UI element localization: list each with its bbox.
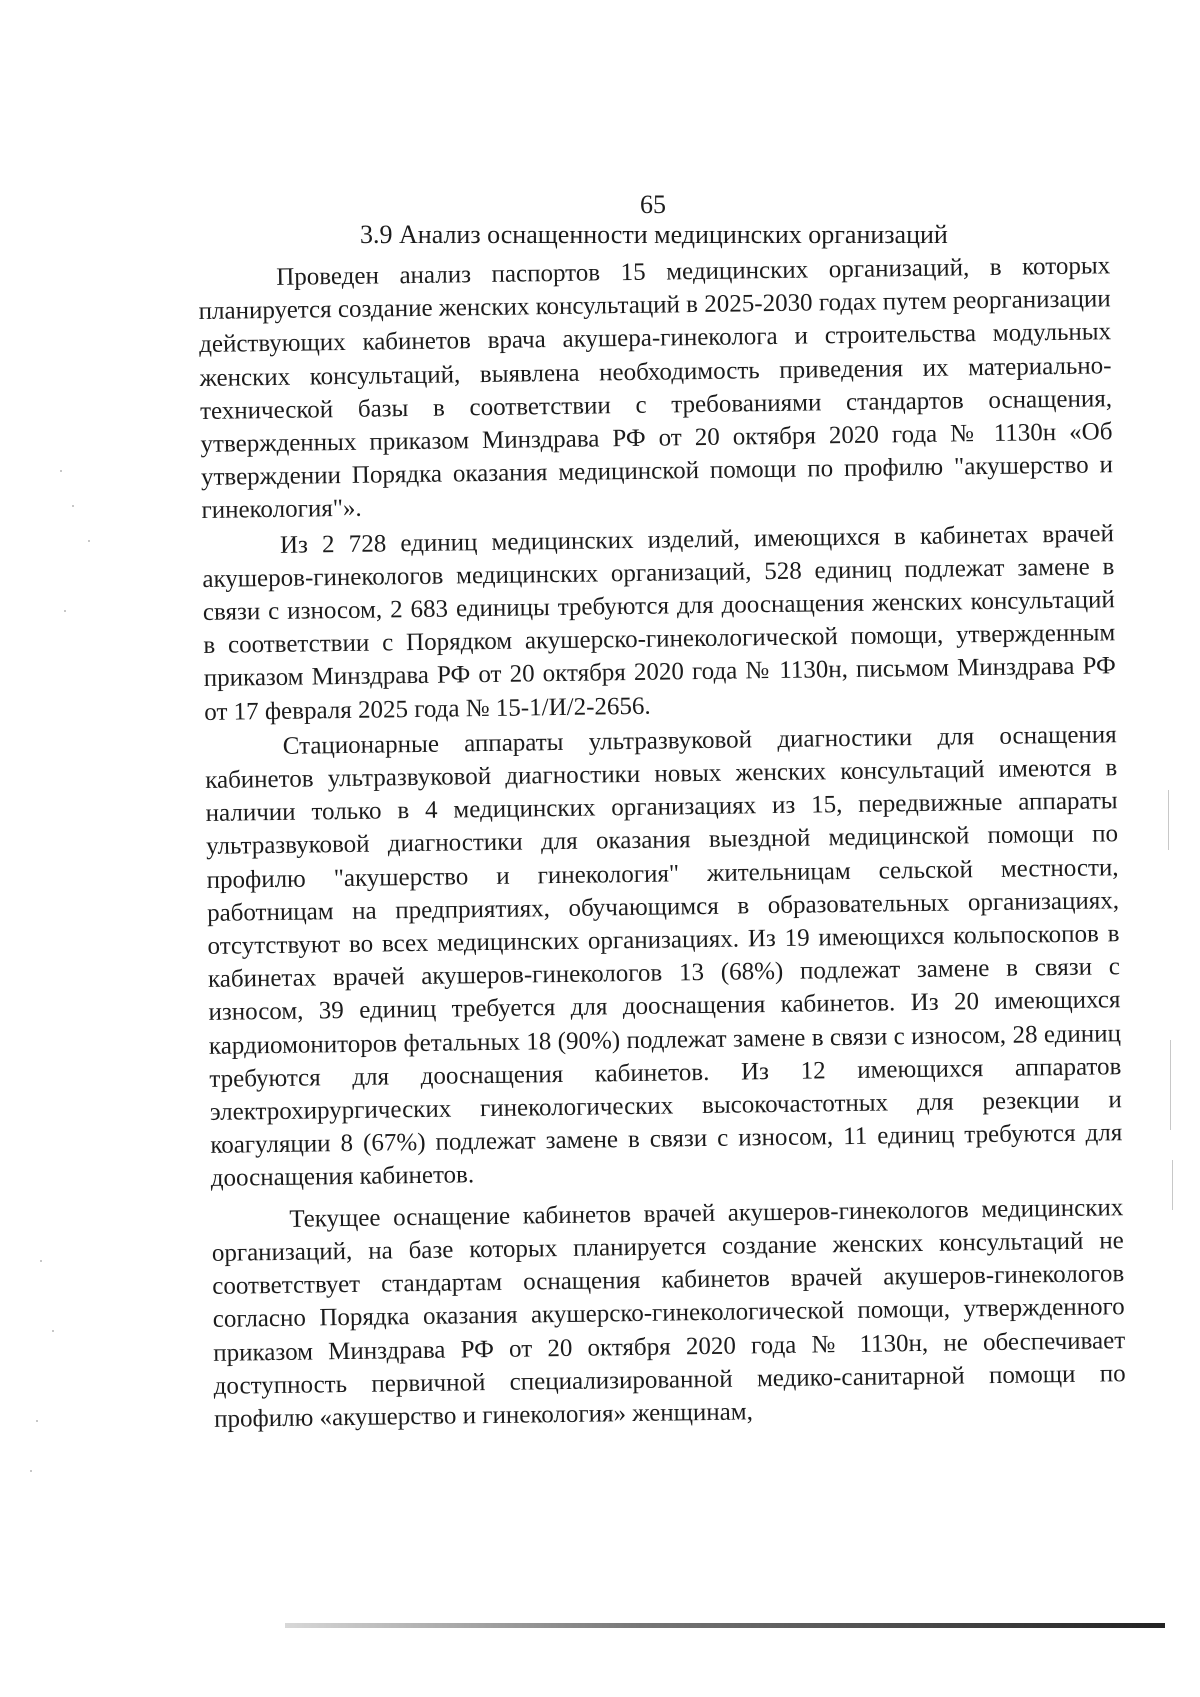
paragraph-1: Проведен анализ паспортов 15 медицинских организаций, в которых планируется создание женских консультаций в 2025-2030 годах путем реорганизации действующих кабинетов врача акушера-гинеколога и строительства модульных женских консультаций, выявлена необходимость приведения их материально-технической базы в соответствии с требованиями стандартов оснащения, утвержденных приказом Минздрава РФ от 20 октября 2020 года № 1130н «Об утверждении Порядка оказания медицинской помощи по профилю "акушерство и гинекология"».	[198, 252, 1114, 525]
scan-bottom-edge	[285, 1623, 1165, 1628]
scan-speck	[40, 1260, 42, 1262]
paragraph-4: Текущее оснащение кабинетов врачей акушеров-гинекологов медицинских организаций, на базе которых планируется создание женских консультаций не соответствует стандартам оснащения кабинетов врачей акушеров-гинекологов согласно Порядка оказания акушерско-гинекологической помощи, утвержденного приказом Минздрава РФ от 20 октября 2020 года № 1130н, не обеспечивает доступность первичной специализированной медико-санитарной помощи по профилю «акушерство и гинекология» женщинам,	[211, 1193, 1126, 1433]
scan-edge-mark	[1168, 790, 1169, 850]
scan-speck	[30, 1470, 32, 1472]
scan-speck	[72, 505, 74, 507]
scan-speck	[36, 1420, 38, 1422]
section-title: 3.9 Анализ оснащенности медицинских организаций	[360, 220, 948, 249]
page-number: 65	[640, 190, 666, 219]
scan-edge-mark	[1170, 1040, 1171, 1130]
scan-speck	[64, 610, 66, 612]
scan-speck	[60, 470, 62, 472]
scan-edge-mark	[1172, 1160, 1173, 1210]
paragraph-3: Стационарные аппараты ультразвуковой диагностики для оснащения кабинетов ультразвуковой диагностики новых женских консультаций имеются в наличии только в 4 медицинских организациях из 15, передвижные аппараты ультразвуковой диагностики для оказания выездной медицинской помощи по профилю "акушерство и гинекология" жительницам сельской местности, работницам на предприятиях, обучающимся в образовательных организациях, отсутствуют во всех медицинских организациях. Из 19 имеющихся кольпоскопов в кабинетах врачей акушеров-гинекологов 13 (68%) подлежат замене в связи с износом, 39 единиц требуется для дооснащения кабинетов. Из 20 имеющихся кардиомониторов фетальных 18 (90%) подлежат замене в связи с износом, 28 единиц требуются для дооснащения кабинетов. Из 12 имеющихся аппаратов электрохирургических гинекологических высокочастотных для резекции и коагуляции 8 (67%) подлежат замене в связи с износом, 11 единиц требуются для дооснащения кабинетов.	[205, 721, 1123, 1193]
body-text	[198, 249, 1126, 1438]
scan-speck	[52, 1330, 54, 1332]
scan-speck	[88, 540, 90, 542]
paragraph-2: Из 2 728 единиц медицинских изделий, имеющихся в кабинетах врачей акушеров-гинекологов медицинских организаций, 528 единиц подлежат замене в связи с износом, 2 683 единицы требуются для дооснащения женских консультаций в соответствии с Порядком акушерско-гинекологической помощи, утвержденным приказом Минздрава РФ от 20 октября 2020 года № 1130н, письмом Минздрава РФ от 17 февраля 2025 года № 15-1/И/2-2656.	[202, 519, 1116, 726]
